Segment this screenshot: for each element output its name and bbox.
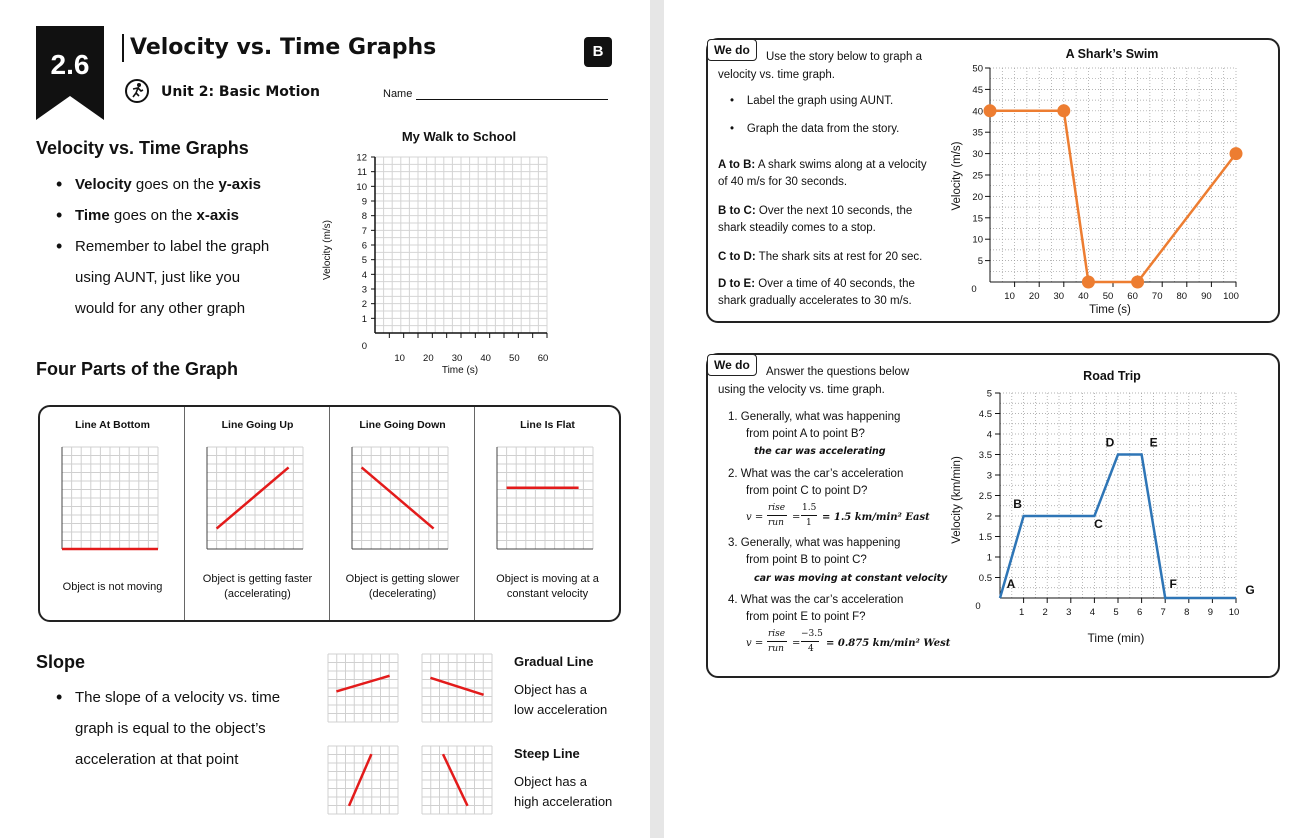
chart-title: My Walk to School	[401, 129, 517, 144]
slope-sketch	[420, 652, 494, 724]
graph-type-title: Line At Bottom	[75, 419, 150, 431]
graph-type-caption: Object is not moving	[62, 581, 163, 593]
section-heading-vt: Velocity vs. Time Graphs	[36, 138, 249, 158]
running-icon	[124, 78, 150, 104]
graph-type-title: Line Going Down	[359, 419, 446, 431]
road-trip-chart	[944, 362, 1274, 662]
y-tick-label: 12	[356, 152, 367, 164]
slope-bullets	[37, 682, 327, 775]
y-tick-label: 1	[986, 552, 992, 564]
x-tick-label: 3	[1066, 607, 1072, 618]
question-4: 4. What was the car’s acceleration from point E to point F?	[728, 594, 904, 623]
x-tick-label: 10	[1228, 607, 1240, 618]
graph-type-caption: Object is getting slower (decelerating)	[345, 573, 460, 600]
slope-sketch	[420, 744, 494, 816]
point-label: C	[1094, 517, 1103, 531]
x-tick-label: 20	[423, 353, 434, 364]
point-label: F	[1169, 577, 1177, 591]
four-parts-panel	[38, 405, 621, 622]
point-label: G	[1245, 583, 1255, 597]
shark-intro: Use the story below to graph a	[766, 51, 922, 63]
y-tick-label: 45	[972, 84, 983, 96]
y-tick-label: 1	[361, 313, 367, 325]
walk-to-school-chart[interactable]	[315, 125, 565, 380]
graph-type-sketch	[58, 443, 164, 555]
name-field[interactable]	[416, 99, 608, 100]
x-tick-label: 40	[1078, 291, 1089, 302]
formula-4: v = rise run = −3.5 4 = 0.875 km/min² West	[746, 629, 951, 654]
gradual-line-desc: Object has a low acceleration	[514, 682, 608, 717]
story-cd: C to D: The shark sits at rest for 20 sec.	[718, 251, 923, 263]
y-tick-label: 15	[972, 213, 983, 225]
data-point	[984, 104, 997, 117]
badge-number: 2.6	[50, 49, 90, 80]
x-tick-label: 100	[1223, 291, 1239, 302]
page-title: Velocity vs. Time Graphs	[130, 35, 437, 60]
worksheet-page-left	[0, 0, 650, 838]
question-2: 2. What was the car’s acceleration from point C to point D?	[728, 468, 904, 497]
shark-bullet-1: • Label the graph using AUNT.	[730, 95, 894, 107]
formula-2: v = rise run = 1.5 1 = 1.5 km/min² East	[746, 503, 930, 528]
story-ab: A to B: A shark swims along at a velocity of 40 m/s for 30 seconds.	[718, 159, 927, 188]
x-tick-label: 30	[451, 353, 463, 364]
answer-1: the car was accelerating	[754, 446, 886, 457]
chart-title: A Shark’s Swim	[1065, 47, 1159, 61]
section-heading-four-parts: Four Parts of the Graph	[36, 359, 239, 379]
graph-type-caption: Object is moving at a constant velocity	[496, 573, 599, 600]
bullet-slope: • The slope of a velocity vs. time graph is equal to the object’s acceleration at that point	[75, 682, 327, 775]
name-label: Name	[383, 88, 413, 100]
chart-title: Road Trip	[1083, 369, 1141, 383]
we-do-tag: We do	[707, 354, 757, 376]
question-1: 1. Generally, what was happening from point A to point B?	[728, 411, 901, 440]
x-tick-label: 1	[1018, 607, 1025, 618]
point-label: E	[1149, 435, 1158, 450]
y-tick-label: 35	[972, 127, 983, 139]
y-tick-label: 11	[357, 167, 367, 179]
y-tick-label: 10	[972, 234, 983, 246]
graph-type-sketch	[493, 443, 599, 555]
y-tick-label: 9	[361, 196, 367, 208]
x-axis-title: Time (s)	[1089, 304, 1131, 316]
y-tick-label: 4.5	[978, 409, 992, 420]
story-de: D to E: Over a time of 40 seconds, the shark gradually accelerates to 30 m/s.	[718, 278, 915, 307]
bullet-aunt: • Remember to label the graph using AUNT, just like you would for any other graph	[75, 231, 327, 324]
x-axis-title: Time (min)	[1087, 631, 1145, 645]
x-tick-label: 60	[537, 353, 549, 364]
unit-label: Unit 2: Basic Motion	[161, 84, 320, 100]
bullet-time: • Time goes on the x-axis	[75, 200, 327, 231]
y-tick-label: 6	[361, 240, 367, 252]
x-tick-label: 90	[1201, 291, 1212, 302]
y-tick-label: 0.5	[978, 573, 992, 584]
shark-swim-chart	[944, 40, 1274, 318]
y-tick-label: 30	[972, 149, 983, 161]
y-tick-label: 20	[972, 191, 983, 203]
steep-line-desc: Object has a high acceleration	[514, 774, 613, 809]
y-tick-label: 0	[361, 341, 367, 352]
data-point	[1131, 276, 1144, 289]
x-axis-title: Time (s)	[441, 365, 479, 376]
x-tick-label: 20	[1028, 291, 1040, 302]
y-tick-label: 10	[356, 181, 367, 193]
y-tick-label: 4	[986, 429, 992, 441]
graph-type-title: Line Is Flat	[520, 419, 575, 431]
x-tick-label: 6	[1136, 607, 1143, 618]
y-tick-label: 5	[977, 256, 983, 268]
section-heading-slope: Slope	[36, 652, 86, 672]
y-tick-label: 50	[972, 63, 983, 75]
point-label: A	[1006, 577, 1016, 591]
shark-bullet-2: • Graph the data from the story.	[730, 123, 900, 135]
y-axis-title: Velocity (m/s)	[322, 219, 333, 281]
x-tick-label: 40	[480, 353, 491, 364]
x-tick-label: 10	[394, 353, 405, 364]
y-tick-label: 4	[361, 269, 367, 281]
gradual-line-title: Gradual Line	[514, 654, 594, 669]
worksheet-page-right	[664, 0, 1316, 838]
origin-label: 0	[975, 601, 981, 612]
x-tick-label: 80	[1176, 291, 1188, 302]
data-point	[1057, 104, 1070, 117]
point-label: D	[1105, 435, 1115, 450]
x-tick-label: 4	[1089, 607, 1096, 618]
y-tick-label: 1.5	[978, 532, 992, 543]
y-tick-label: 5	[361, 255, 367, 267]
x-tick-label: 70	[1151, 291, 1163, 302]
y-tick-label: 7	[361, 225, 367, 237]
y-tick-label: 25	[972, 170, 983, 182]
y-tick-label: 8	[361, 211, 367, 223]
y-tick-label: 2	[986, 511, 992, 523]
slope-sketch	[326, 744, 400, 816]
point-label: B	[1013, 497, 1022, 511]
graph-type-title: Line Going Up	[221, 419, 294, 431]
y-tick-label: 2.5	[978, 491, 992, 502]
we-do-tag: We do	[707, 39, 757, 61]
question-3: 3. Generally, what was happening from point B to point C?	[728, 537, 901, 566]
title-divider	[122, 34, 124, 62]
road-intro-2: using the velocity vs. time graph.	[718, 384, 885, 396]
y-tick-label: 2	[361, 299, 367, 311]
version-badge: B	[584, 37, 612, 67]
y-tick-label: 3	[986, 470, 992, 482]
road-intro: Answer the questions below	[766, 366, 910, 378]
bullet-velocity: • Velocity goes on the y-axis	[75, 169, 327, 200]
x-tick-label: 60	[1127, 291, 1138, 302]
x-tick-label: 9	[1207, 607, 1214, 618]
y-tick-label: 40	[972, 106, 983, 118]
y-tick-label: 3	[361, 284, 367, 296]
x-tick-label: 8	[1184, 607, 1190, 618]
x-tick-label: 30	[1053, 291, 1065, 302]
answer-3: car was moving at constant velocity	[754, 573, 948, 584]
origin-label: 0	[971, 284, 977, 295]
x-tick-label: 10	[1004, 291, 1015, 302]
data-point	[1082, 276, 1095, 289]
y-axis-title: Velocity (m/s)	[951, 141, 963, 211]
slope-sketch	[326, 652, 400, 724]
vt-bullets	[37, 169, 327, 324]
graph-type-sketch	[348, 443, 454, 555]
story-bc: B to C: Over the next 10 seconds, the shark steadily comes to a stop.	[718, 205, 913, 234]
y-axis-title: Velocity (km/min)	[951, 456, 963, 544]
data-point	[1230, 147, 1243, 160]
steep-line-title: Steep Line	[514, 746, 580, 761]
shark-intro-2: velocity vs. time graph.	[718, 69, 835, 81]
graph-type-caption: Object is getting faster (accelerating)	[202, 573, 313, 600]
y-tick-label: 3.5	[978, 450, 992, 461]
lesson-badge	[36, 26, 104, 120]
x-tick-label: 7	[1160, 607, 1166, 618]
x-tick-label: 5	[1113, 607, 1119, 618]
x-tick-label: 50	[1102, 291, 1114, 302]
graph-type-sketch	[203, 443, 309, 555]
x-tick-label: 2	[1042, 607, 1048, 618]
y-tick-label: 5	[986, 388, 992, 400]
x-tick-label: 50	[509, 353, 520, 364]
